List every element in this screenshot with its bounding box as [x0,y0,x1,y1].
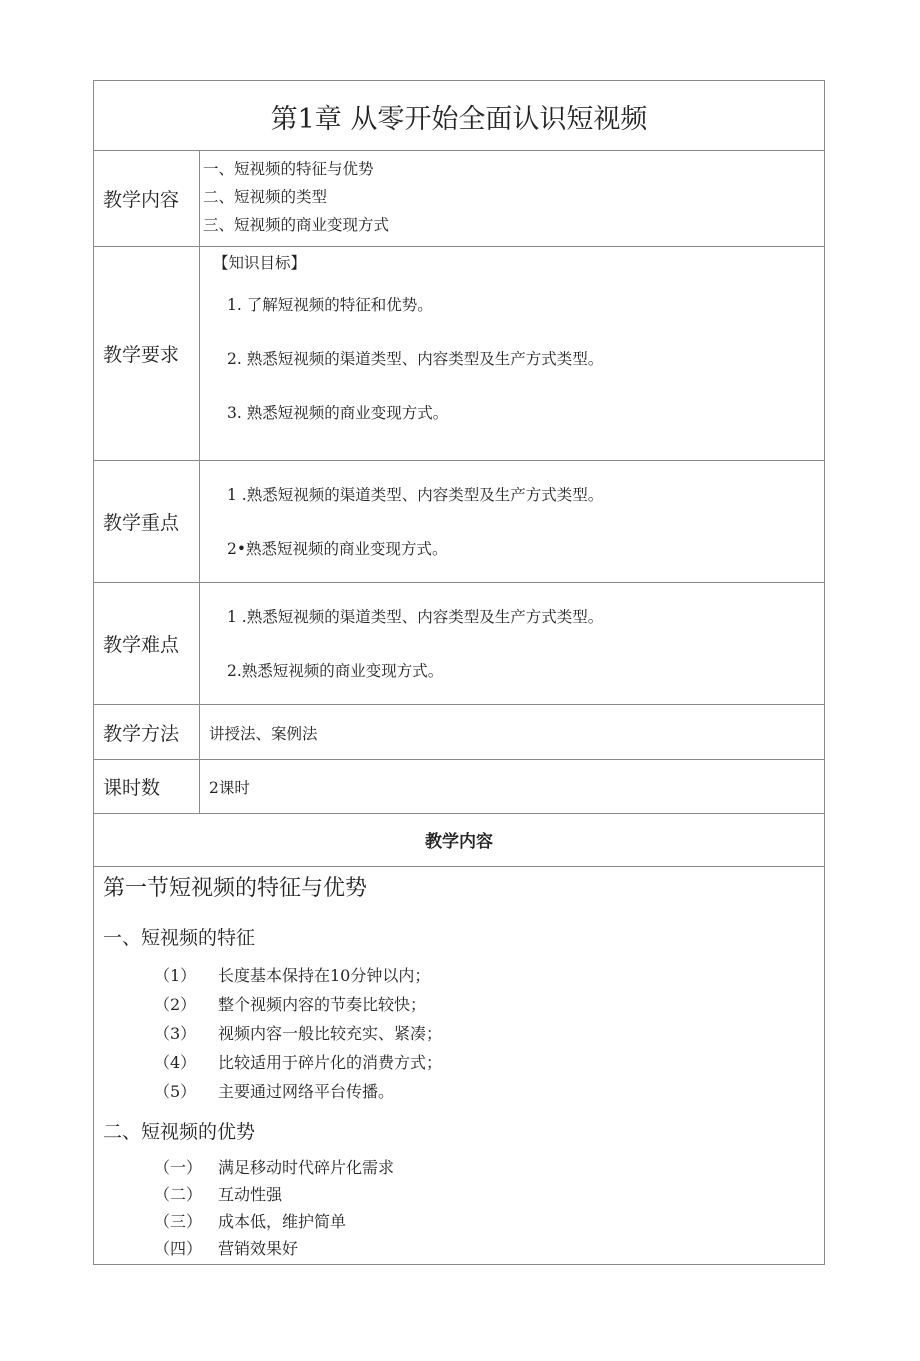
row-label: 教学方法 [94,705,200,759]
difficulty-item: 1 .熟悉短视频的渠道类型、内容类型及生产方式类型。 [227,608,604,626]
item-text: 营销效果好 [218,1239,299,1258]
subsection-title: 一、短视频的特征 [103,927,256,949]
item-number: （5） [154,1082,197,1101]
key-point-item: 1 .熟悉短视频的渠道类型、内容类型及生产方式类型。 [227,486,604,504]
body-header: 教学内容 [425,832,493,852]
requirement-item: 2. 熟悉短视频的渠道类型、内容类型及生产方式类型。 [227,350,604,368]
content-line: 三、短视频的商业变现方式 [203,216,390,234]
content-line: 二、短视频的类型 [203,188,328,206]
row-value [201,583,824,704]
section-title: 第一节短视频的特征与优势 [103,876,368,901]
content-line: 一、短视频的特征与优势 [203,160,374,178]
row-class-hours [94,760,824,814]
item-text: 主要通过网络平台传播。 [218,1082,395,1101]
row-label: 教学内容 [94,151,200,246]
body-content [94,867,824,1264]
item-text: 互动性强 [218,1185,283,1204]
item-number: （二） [154,1185,203,1204]
item-text: 成本低，维护简单 [218,1212,347,1231]
row-label: 教学难点 [94,583,200,704]
row-value [201,247,824,460]
item-number: （3） [154,1024,197,1043]
row-key-points [94,461,824,583]
lesson-plan-table [93,80,825,1265]
title-row [94,81,824,151]
row-value [201,705,824,759]
item-number: （2） [154,995,197,1014]
key-point-item: 2•熟悉短视频的商业变现方式。 [227,540,448,558]
item-text: 整个视频内容的节奏比较快； [218,995,427,1014]
row-teaching-content [94,151,824,247]
row-teaching-method [94,705,824,760]
row-value [201,151,824,246]
body-header-row [94,814,824,867]
row-label: 教学重点 [94,461,200,582]
difficulty-item: 2.熟悉短视频的商业变现方式。 [227,662,444,680]
knowledge-goal-heading: 【知识目标】 [213,254,307,272]
row-teaching-requirements [94,247,824,461]
item-number: （三） [154,1212,203,1231]
item-number: （一） [154,1158,203,1177]
method-value: 讲授法、案例法 [209,725,318,743]
item-text: 满足移动时代碎片化需求 [218,1158,395,1177]
chapter-title: 第1章 从零开始全面认识短视频 [270,104,648,135]
item-number: （4） [154,1053,197,1072]
requirement-item: 3. 熟悉短视频的商业变现方式。 [227,404,449,422]
row-value [201,461,824,582]
item-text: 长度基本保持在10分钟以内； [218,966,431,985]
item-number: （四） [154,1239,203,1258]
row-difficulties [94,583,824,705]
item-number: （1） [154,966,197,985]
subsection-title: 二、短视频的优势 [103,1121,256,1143]
item-text: 比较适用于碎片化的消费方式； [218,1053,443,1072]
row-label: 课时数 [94,760,200,813]
row-label: 教学要求 [94,247,200,460]
item-text: 视频内容一般比较充实、紧凑； [218,1024,443,1043]
row-value [201,760,824,813]
requirement-item: 1. 了解短视频的特征和优势。 [227,296,433,314]
hours-value: 2课时 [209,779,250,797]
